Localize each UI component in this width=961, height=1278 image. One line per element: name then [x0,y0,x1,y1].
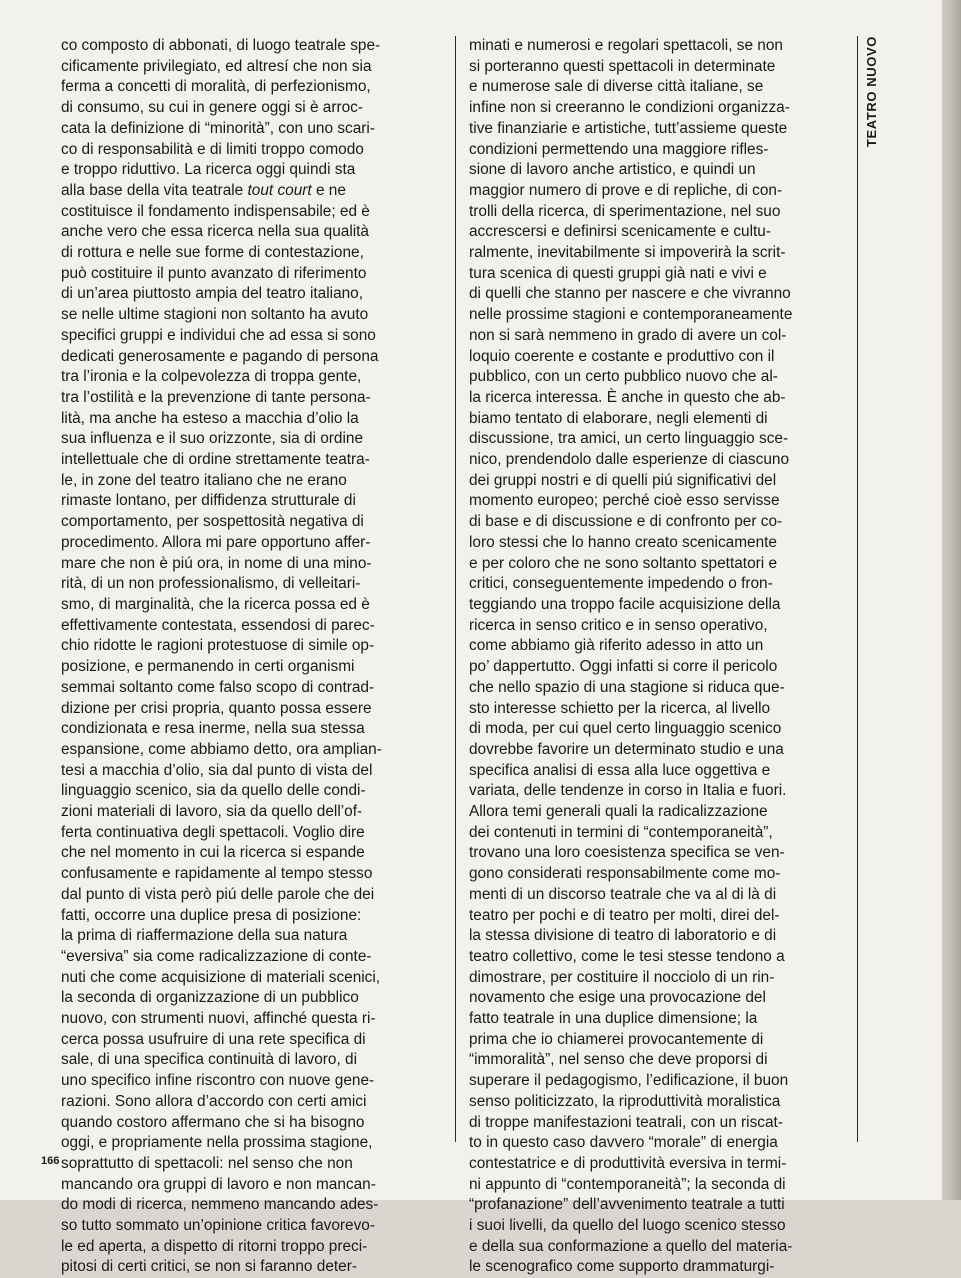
text-column-right [469,36,849,1278]
text-line: procedimento. Allora mi pare opportuno affer- [61,533,371,551]
text-line: co di responsabilità e di limiti troppo comodo [61,140,364,158]
text-line: condizioni permettendo una maggiore rifles- [469,140,769,158]
text-line: tra l’ironia e la colpevolezza di troppa gente, [61,368,362,386]
text-line: può costituire il punto avanzato di riferimento [61,264,367,282]
text-line: la prima di riaffermazione della sua natura [61,927,348,945]
text-line: effettivamente contestata, essendosi di parec- [61,616,375,634]
text-line: nico, prendendolo dalle esperienze di ciascuno [469,451,790,469]
text-line: di quelli che stanno per nascere e che vivranno [469,285,791,303]
column-divider [455,36,456,1142]
text-line: quando costoro affermano che si ha bisogno [61,1113,365,1131]
text-line: biamo tentato di elaborare, negli elementi di [469,409,768,427]
text-line: nuovo, con strumenti nuovi, affinché questa ri- [61,1010,376,1028]
text-line: e della sua conformazione a quello del materia- [469,1237,793,1255]
text-line: le ed aperta, a dispetto di ritorni troppo preci- [61,1237,368,1255]
text-line: ferma a concetti di moralità, di perfezionismo, [61,78,371,96]
text-column-left [61,36,441,1278]
text-line: la seconda di organizzazione di un pubblico [61,989,359,1007]
margin-rule [857,36,858,1142]
text-line: mare che non è piú ora, in nome di una mino- [61,554,372,572]
text-line: pubblico, con un certo pubblico nuovo che al- [469,368,778,386]
text-line: che nello spazio di una stagione si riduca que- [469,678,785,696]
text-line: sale, di una specifica continuità di lavoro, di [61,1051,358,1069]
text-line: loquio coerente e costante e produttivo con il [469,347,775,365]
text-line: costituisce il fondamento indispensabile; ed è [61,202,370,220]
text-line: posizione, e permanendo in certi organismi [61,658,355,676]
text-line: condizionata e resa inerme, nella sua stessa [61,720,365,738]
text-line: “immoralità”, nel senso che deve proporsi di [469,1051,768,1069]
text-line: razioni. Sono allora d’accordo con certi amici [61,1092,367,1110]
text-line: uno specifico infine riscontro con nuove gene- [61,1072,375,1090]
text-line: “profanazione” dell’avvenimento teatrale a tutti [469,1196,785,1214]
text-line: di moda, per cui quel certo linguaggio scenico [469,720,782,738]
text-line: maggior numero di prove e di repliche, di con- [469,181,783,199]
text-line: sto interesse schietto per la ricerca, al livello [469,699,771,717]
text-line: senso politicizzato, la riproduttività moralistica [469,1092,781,1110]
text-line: minati e numerosi e regolari spettacoli, se non [469,37,783,54]
text-line: di consumo, su cui in genere oggi si è arroc- [61,99,363,117]
text-line: intellettuale che di ordine strettamente teatra- [61,451,370,469]
text-line: fatto teatrale in una duplice dimensione; la [469,1010,758,1028]
page-edge [942,0,961,1200]
text-line: novamento che esige una provocazione del [469,989,766,1007]
text-line: trovano una loro coesistenza specifica se ven- [469,844,785,862]
text-line: ricerca in senso critico e in senso operativo, [469,616,768,634]
text-line: di base e di discussione e di confronto per co- [469,513,783,531]
text-line: chio ridotte le ragioni protestuose di simile op- [61,637,375,655]
text-line: cerca possa usufruire di una rete specifica di [61,1030,366,1048]
text-line: mancando ora gruppi di lavoro e non mancan- [61,1175,376,1193]
text-line: i suoi livelli, da quello del luogo scenico stesso [469,1217,786,1235]
text-line: alla base della vita teatrale tout court e ne [61,181,346,199]
text-line: lità, ma anche ha esteso a macchia d’olio la [61,409,359,427]
text-line: dimostrare, per costituire il nocciolo di un rin- [469,968,775,986]
text-line: pitosi di certi critici, se non si faranno deter- [61,1258,357,1276]
text-line: dei contenuti in termini di “contemporaneità”, [469,823,773,841]
text-line: “eversiva” sia come radicalizzazione di conte- [61,947,372,965]
text-line: co composto di abbonati, di luogo teatrale spe- [61,37,381,54]
text-line: contestatrice e di produttività eversiva in termi- [469,1154,787,1172]
text-line: teggiando una troppo facile acquisizione della [469,595,781,613]
text-line: tra l’ostilità e la prevenzione di tante persona- [61,388,371,406]
text-line: teatro per pochi e di teatro per molti, direi del- [469,906,780,924]
text-line: discussione, tra amici, un certo linguaggio sce- [469,430,789,448]
text-line: gono considerati responsabilmente come mo- [469,865,781,883]
text-line: la stessa divisione di teatro di laboratorio e di [469,927,777,945]
text-line: dovrebbe favorire un determinato studio e una [469,740,784,758]
text-line: tesi a macchia d’olio, sia dal punto di vista del [61,761,373,779]
section-label: TEATRO NUOVO [864,36,879,147]
text-line: e numerose sale di diverse città italiane, se [469,78,764,96]
text-line: linguaggio scenico, sia da quello delle condi- [61,782,366,800]
text-line: dal punto di vista però piú delle parole che dei [61,885,375,903]
text-line: e per coloro che ne sono soltanto spettatori e [469,554,778,572]
text-line: do modi di ricerca, nemmeno mancando ades- [61,1196,379,1214]
text-line: se nelle ultime stagioni non soltanto ha avuto [61,306,369,324]
text-line: cata la definizione di “minorità”, con uno scari- [61,119,375,137]
text-line: si porteranno questi spettacoli in determinate [469,57,776,75]
text-line: soprattutto di spettacoli: nel senso che non [61,1154,353,1172]
text-line: semmai soltanto come falso scopo di contrad- [61,678,375,696]
text-line: smo, di marginalità, che la ricerca possa ed è [61,595,370,613]
text-line: zioni materiali di lavoro, sia da quello dell’of- [61,803,363,821]
text-line: espansione, come abbiamo detto, ora amplian- [61,740,382,758]
text-line: non si sarà nemmeno in grado di avere un col- [469,326,787,344]
text-line: dizione per crisi propria, quanto possa essere [61,699,372,717]
text-line: la ricerca interessa. È anche in questo che ab- [469,388,786,406]
text-line: trolli della ricerca, di sperimentazione, nel suo [469,202,781,220]
text-line: so tutto sommato un’opinione critica favorevo- [61,1217,375,1235]
text-line: come abbiamo già riferito adesso in atto un [469,637,764,655]
text-line: sua influenza e il suo orizzonte, sia di ordine [61,430,364,448]
text-line: nelle prossime stagioni e contemporaneamente [469,306,793,324]
page-number: 166 [41,1155,60,1167]
text-line: variata, delle tendenze in corso in Italia e fuori. [469,782,787,800]
text-line: cificamente privilegiato, ed altresí che non sia [61,57,372,75]
text-line: ferta continuativa degli spettacoli. Voglio dire [61,823,365,841]
text-line: di troppe manifestazioni teatrali, con un riscat- [469,1113,783,1131]
text-line: tura scenica di questi gruppi già nati e vivi e [469,264,767,282]
text-line: po’ dappertutto. Oggi infatti si corre il pericolo [469,658,778,676]
text-line: superare il pedagogismo, l’edificazione, il buon [469,1072,789,1090]
text-line: accrescersi e definirsi scenicamente e cultu- [469,223,771,241]
text-line: anche vero che essa ricerca nella sua qualità [61,223,369,241]
text-line: menti di un discorso teatrale che va al di là di [469,885,777,903]
text-line: ralmente, inevitabilmente si impoverirà la scrit- [469,244,786,262]
text-line: specifici gruppi e individui che ad essa si sono [61,326,376,344]
text-line: fatti, occorre una duplice presa di posizione: [61,906,362,924]
text-line: loro stessi che lo hanno creato scenicamente [469,533,777,551]
text-line: di un’area piuttosto ampia del teatro italiano, [61,285,364,303]
text-line: ni appunto di “contemporaneità”; la seconda di [469,1175,786,1193]
text-line: teatro collettivo, come le tesi stesse tendono a [469,947,785,965]
text-line: dei gruppi nostri e di quelli piú significativi del [469,471,777,489]
text-line: confusamente e rapidamente al tempo stesso [61,865,373,883]
text-line: comportamento, per sospettosità negativa di [61,513,364,531]
text-line: critici, conseguentemente impedendo o fron- [469,575,773,593]
text-line: momento europeo; perché cioè esso servisse [469,492,780,510]
italic-phrase: tout court [247,181,312,199]
text-line: prima che io chiamerei provocantemente di [469,1030,764,1048]
text-line: di rottura e nelle sue forme di contestazione, [61,244,364,262]
text-line: rità, di un non professionalismo, di velleitari- [61,575,361,593]
text-line: le scenografico come supporto drammaturgi- [469,1258,775,1276]
text-line: e troppo riduttivo. La ricerca oggi quindi sta [61,161,356,179]
text-line: specifica analisi di essa alla luce oggettiva e [469,761,771,779]
text-line: tive finanziarie e artistiche, tutt’assieme queste [469,119,788,137]
text-line: nuti che come acquisizione di materiali scenici, [61,968,381,986]
text-line: rimaste lontano, per diffidenza strutturale di [61,492,356,510]
text-line: dedicati generosamente e pagando di persona [61,347,379,365]
text-line: Allora temi generali quali la radicalizzazione [469,803,768,821]
text-line: oggi, e propriamente nella prossima stagione, [61,1134,373,1152]
text-line: le, in zone del teatro italiano che ne erano [61,471,347,489]
text-line: infine non si creeranno le condizioni organizza- [469,99,790,117]
text-line: sione di lavoro anche artistico, e quindi un [469,161,756,179]
text-line: che nel momento in cui la ricerca si espande [61,844,365,862]
text-line: to in questo caso davvero “morale” di energia [469,1134,778,1152]
